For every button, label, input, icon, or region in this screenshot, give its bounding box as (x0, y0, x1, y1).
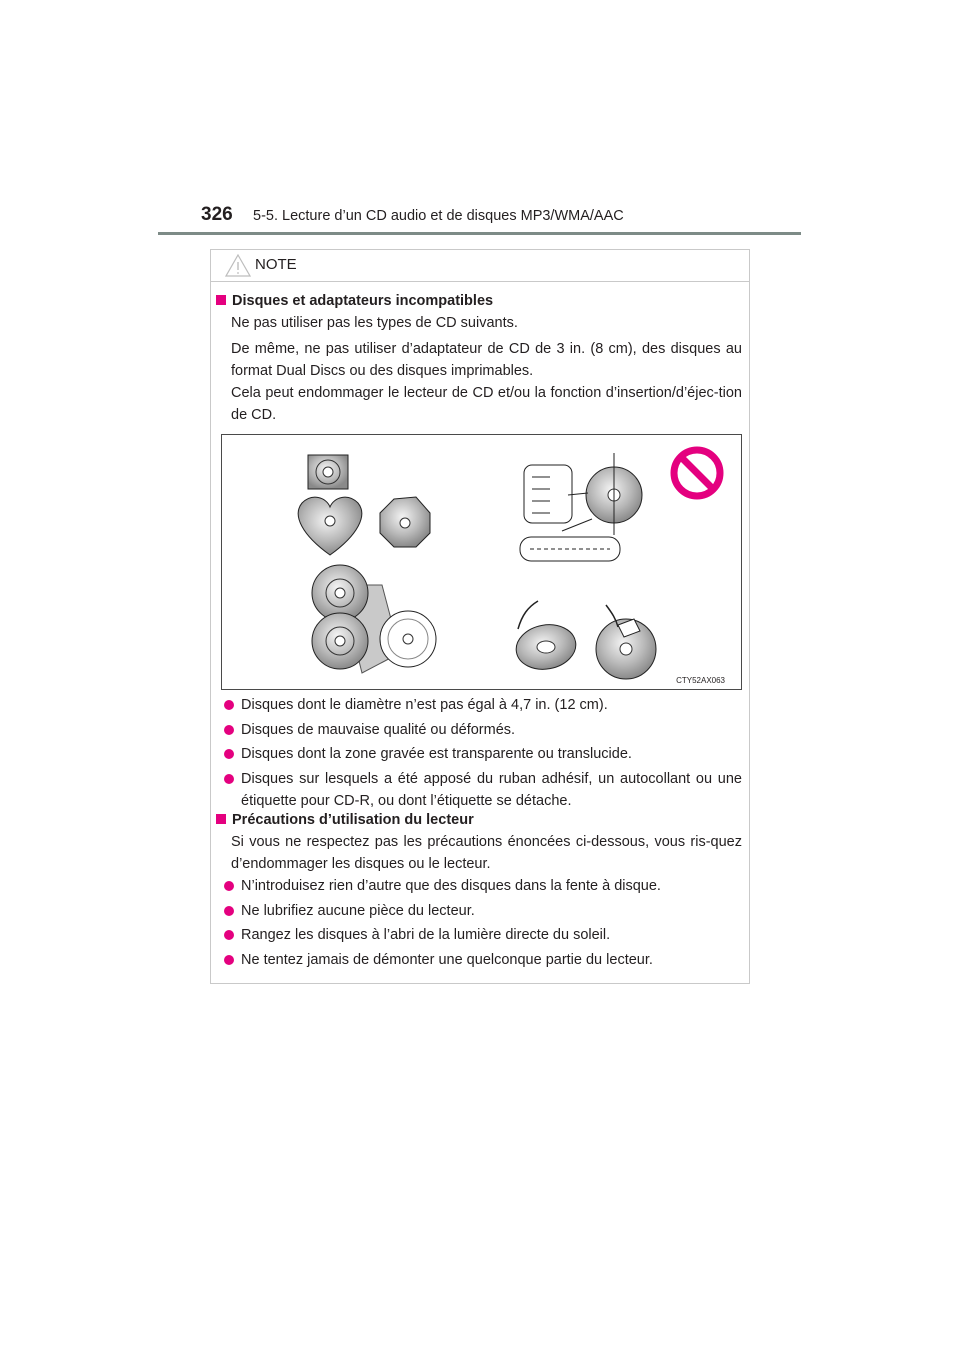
warped-disc-icon (513, 601, 580, 674)
list-item (216, 694, 742, 716)
list-item (216, 924, 742, 946)
square-bullet-icon (216, 814, 226, 824)
list-item (216, 743, 742, 765)
list-item-text: Rangez les disques à l’abri de la lumière directe du soleil. (241, 927, 611, 943)
header-rule (158, 232, 801, 235)
incompatible-discs-figure (221, 434, 742, 690)
dual-disc-icon (520, 453, 642, 561)
octagon-disc-icon (380, 497, 430, 547)
note-header (211, 250, 749, 282)
page-number: 326 (201, 204, 233, 225)
list-item (216, 875, 742, 897)
list-item-text: Ne tentez jamais de démonter une quelconque partie du lecteur. (241, 952, 653, 968)
list-item (216, 949, 742, 971)
bullet-dot-icon (224, 700, 234, 710)
heading-text: Précautions d’utilisation du lecteur (232, 812, 474, 828)
heading-player-precautions (216, 812, 474, 828)
figure-code: CTY52AX063 (676, 676, 725, 685)
adapter-discs-icon (312, 565, 436, 673)
bullet-dot-icon (224, 881, 234, 891)
paragraph: Si vous ne respectez pas les précautions énoncées ci-dessous, vous ris-quez d’endommager les disques ou le lecteur. (231, 834, 742, 872)
warning-triangle-icon (225, 254, 251, 277)
figure-illustration (222, 435, 741, 689)
label-disc-icon (596, 605, 656, 679)
paragraph: Cela peut endommager le lecteur de CD et/ou la fonction d’insertion/d’éjec-tion de CD. (231, 385, 742, 423)
note-label: NOTE (255, 256, 297, 273)
list-item-text: N’introduisez rien d’autre que des disques dans la fente à disque. (241, 878, 661, 894)
paragraph: De même, ne pas utiliser d’adaptateur de CD de 3 in. (8 cm), des disques au format Dual Discs ou des disques imprimables. (231, 341, 742, 379)
list-item-text: Disques dont le diamètre n’est pas égal à 4,7 in. (12 cm). (241, 697, 608, 713)
list-item (216, 768, 742, 812)
list-item (216, 719, 742, 741)
bullet-dot-icon (224, 906, 234, 916)
bullet-dot-icon (224, 955, 234, 965)
square-bullet-icon (216, 295, 226, 305)
heart-disc-icon (298, 497, 362, 555)
paragraph: Ne pas utiliser pas les types de CD suivants. (231, 315, 518, 331)
bullet-dot-icon (224, 774, 234, 784)
list-item-text: Disques de mauvaise qualité ou déformés. (241, 722, 516, 738)
list-item-text: Ne lubrifiez aucune pièce du lecteur. (241, 903, 475, 919)
list-item-text: Disques sur lesquels a été apposé du ruban adhésif, un autocollant ou une étiquette pour CD-R, ou dont l’étiquette se détache. (241, 771, 742, 809)
heading-incompatible-discs (216, 293, 493, 309)
square-disc-icon (308, 455, 348, 489)
bullet-dot-icon (224, 725, 234, 735)
heading-text: Disques et adaptateurs incompatibles (232, 293, 494, 309)
section-title: 5-5. Lecture d’un CD audio et de disques MP3/WMA/AAC (253, 208, 624, 224)
list-item-text: Disques dont la zone gravée est transparente ou translucide. (241, 746, 632, 762)
bullet-dot-icon (224, 749, 234, 759)
prohibition-icon (674, 450, 720, 496)
list-item (216, 900, 742, 922)
bullet-dot-icon (224, 930, 234, 940)
note-box (210, 249, 750, 984)
